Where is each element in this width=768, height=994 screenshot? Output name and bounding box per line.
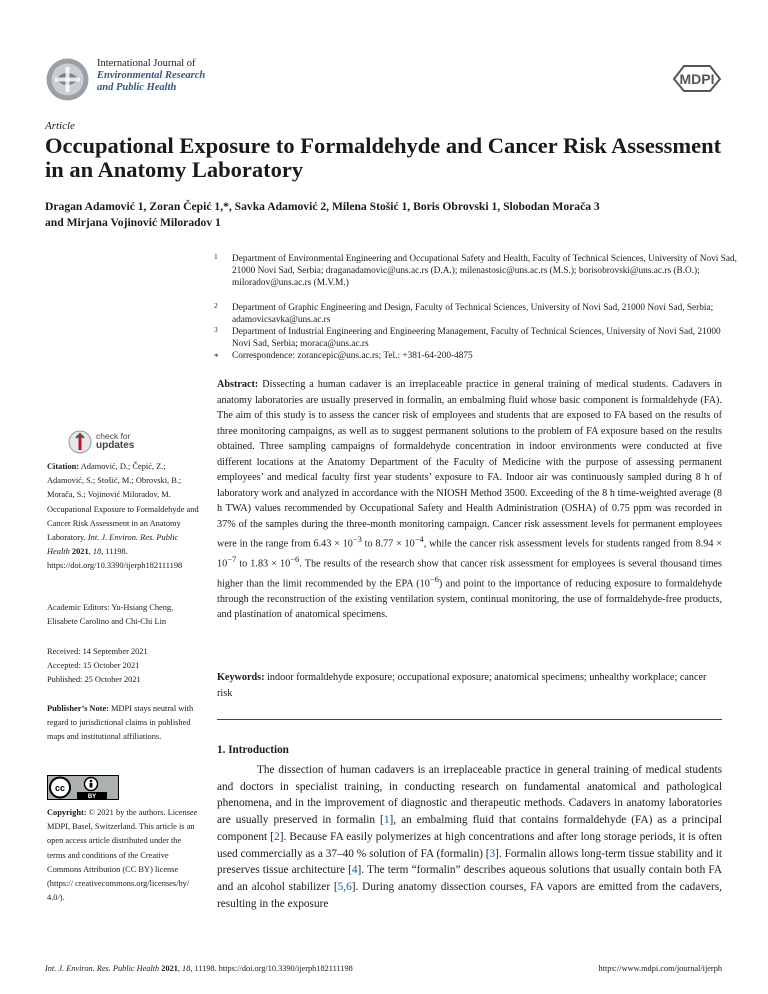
footer-volume: 18 xyxy=(182,964,191,973)
check-updates-label xyxy=(96,431,134,451)
journal-logo-icon xyxy=(45,57,90,102)
affiliation-2 xyxy=(214,301,737,326)
author-line-1 xyxy=(45,199,735,215)
authors-text-1: Dragan Adamović 1, Zoran Čepić 1,*, Savka Adamović 2, Milena Stošić 1, Boris Obrovski 1, Slobodan Morača 3 xyxy=(45,200,600,213)
accepted-date: Accepted: 15 October 2021 xyxy=(47,661,140,671)
cc-by-license-icon[interactable] xyxy=(47,775,119,800)
authors-text-2: and Mirjana Vojinović Miloradov 1 xyxy=(45,216,221,229)
citation-doi-link[interactable]: , 11198. https://doi.org/10.3390/ijerph182111198 xyxy=(47,547,183,571)
mdpi-logo-text: MDPI xyxy=(679,71,715,87)
correspondence xyxy=(214,350,737,362)
copyright xyxy=(47,806,199,905)
citation-journal: Int. J. Environ. Res. Public Health xyxy=(47,533,179,557)
abstract-text-2: to 8.77 × 10 xyxy=(361,538,415,550)
citation-text: Adamović, D.; Čepić, Z.; Adamović, S.; Stošić, M.; Obrovski, B.; Morača, S.; Vojinović Miloradov, M. Occupational Exposure to Formaldehyde and Cancer Risk Assessment in an Anatomy Laboratory. xyxy=(47,462,199,543)
page-title: Occupational Exposure to Formaldehyde and Cancer Risk Assessment in an Anatomy Laboratory xyxy=(45,133,722,182)
keywords-text: indoor formaldehyde exposure; occupational exposure; anatomical specimens; unhealthy workplace; cancer risk xyxy=(217,672,707,699)
copyright-text: © 2021 by the authors. Licensee MDPI, Basel, Switzerland. This article is an open access article distributed under the terms and conditions of the Creative Commons Attribution (CC BY) license (https:// creativecommons.org/licenses/by/ 4.0/). xyxy=(47,808,198,903)
author-line-2 xyxy=(45,215,735,231)
check-for-updates-button[interactable] xyxy=(68,428,148,462)
footer-citation: Int. J. Environ. Res. Public Health 2021, 18, 11198. https://doi.org/10.3390/ijerph182111198 xyxy=(45,964,353,973)
journal-name-line3: and Public Health xyxy=(97,82,177,93)
intro-text: ], an embalming fluid that contains formaldehyde (FA) as a principal component [ xyxy=(217,814,722,843)
citation-link[interactable]: 1 xyxy=(383,814,390,827)
footer-doi-link[interactable]: , 11198. https://doi.org/10.3390/ijerph182111198 xyxy=(190,964,353,973)
introduction-paragraph xyxy=(217,762,722,912)
keywords-label: Keywords: xyxy=(217,672,265,683)
intro-text: ]. During anatomy dissection courses, FA vapors are emitted from the cadavers, resulting in the exposure xyxy=(217,880,722,910)
svg-text:cc: cc xyxy=(54,783,66,793)
abstract-text-1: Dissecting a human cadaver is an irreplaceable practice in general training of medical students. Cadavers in anatomy laboratories are usually preserved in formalin, an embalming fluid whose basic component is formaldehyde (FA). The aim of this study is to assess the cancer risk of employees and students that are exposed to FA based on the results of three monitoring campaigns, as well as to suggest permanent solutions to the problem of FA exposure based on the results obtained. Three sampling campaigns of formaldehyde concentration in indoor environments were conducted at five different locations at the Anatomy Department of the Faculty of Medicine with the purpose of assessing permanent employees’ and medical faculty first year students’ exposure to FA. Indoor air was continuously sampled during 8 h of laboratory work and analyzed in accordance with the NIOSH Method 3500. Exceeding of the 8 h time-weighted average (8 h TWA) values recommended by Occupational Safety and Health Administration (OSHA) of 0.75 ppm was recorded in 37% of the samples during the three-month monitoring campaign. Cancer risk assessment levels for permanent employees were in the range from 6.43 × 10 xyxy=(217,379,723,550)
intro-text: The dissection of human cadavers is an irreplaceable practice in general training of medical students and doctors in specialist training, in conducting research on fundamental anatomical and pathological phenomena, and in the improvement of diagnostic and therapeutic methods. Cadavers in anatomy laboratories are usually preserved in formalin [ xyxy=(217,764,722,827)
intro-text: ]. Formalin allows long-term tissue stability and it preserves tissue architecture [ xyxy=(217,847,722,877)
correspondence-text: Correspondence: zorancepic@uns.ac.rs; Tel.: +381-64-200-4875 xyxy=(232,351,473,361)
journal-name-line2: Environmental Research xyxy=(97,70,206,81)
affiliation-text: Department of Graphic Engineering and Design, Faculty of Technical Sciences, University of Novi Sad, 21000 Novi Sad, Serbia; adamovicsavka@uns.ac.rs xyxy=(232,303,714,326)
affiliation-text: Department of Industrial Engineering and Engineering Management, Faculty of Technical Sciences, University of Novi Sad, 21000 Novi Sad, Serbia; moraca@uns.ac.rs xyxy=(232,327,721,350)
affiliation-mark: 2 xyxy=(214,301,218,310)
footer-journal-url[interactable]: https://www.mdpi.com/journal/ijerph xyxy=(598,964,722,973)
affiliation-3 xyxy=(214,325,737,350)
mdpi-logo-icon xyxy=(672,63,722,93)
intro-text: ]. The term “formalin” describes aqueous solutions that usually contain both FA and an alcohol stabilizer [ xyxy=(217,864,722,893)
affiliation-1 xyxy=(214,252,737,290)
abstract xyxy=(217,377,722,623)
dates xyxy=(47,645,199,688)
abstract-text-6: ) and point to the importance of reducing exposure to formaldehyde through the reconstruction of the existing ventilation system, continual monitoring, the use of formaldehyde-free products, and plastination of anatomical specimens. xyxy=(217,578,722,621)
citation-link[interactable]: 4 xyxy=(351,864,358,877)
publisher-note-text: MDPI stays neutral with regard to jurisdictional claims in published maps and institutional affiliations. xyxy=(47,704,194,742)
citation-label: Citation: xyxy=(47,462,80,471)
section-heading: 1. Introduction xyxy=(217,744,289,756)
abstract-text-5: . The results of the research show that cancer risk assessment for employees is several thousand times higher than the limit recommended by the EPA (10 xyxy=(217,558,723,590)
check-updates-icon xyxy=(68,430,92,454)
journal-name-line1: International Journal of xyxy=(97,58,196,69)
section-divider xyxy=(217,719,722,720)
citation: Citation: Adamović, D.; Čepić, Z.; Adamović, S.; Stošić, M.; Obrovski, B.; Morača, S.; Vojinović Miloradov, M. Occupational Exposure to Formaldehyde and Cancer Risk Assessment in an Anatomy Laboratory. Int. J. Environ. Res. Public Health 2021, 18, 11198. https://doi.org/10.3390/ijerph182111198 xyxy=(47,462,199,571)
citation-link[interactable]: 3 xyxy=(489,847,496,860)
received-date: Received: 14 September 2021 xyxy=(47,647,148,656)
abstract-text-4: to 1.83 × 10 xyxy=(236,558,291,570)
citation-volume: 18 xyxy=(92,547,102,557)
citation-link[interactable]: 5,6 xyxy=(337,880,352,893)
intro-text: ]. Because FA easily polymerizes at high concentrations and after long storage periods, it is often used commercially as a 37–40 % solution of FA (formalin) [ xyxy=(217,830,722,860)
affiliation-text: Department of Environmental Engineering and Occupational Safety and Health, Faculty of Technical Sciences, University of Novi Sad, 21000 Novi Sad, Serbia; draganadamovic@uns.ac.rs (D.A.); milenastosic@uns.ac.rs (M.S.); borisobrovski@uns.ac.rs (B.O.); miloradov@uns.ac.rs (M.V.M.) xyxy=(232,254,737,289)
academic-editors: Academic Editors: Yu-Hsiang Cheng, Elisabete Carolino and Chi-Chi Lin xyxy=(47,603,174,627)
check-updates-line1: check for xyxy=(96,431,131,441)
copyright-label: Copyright: xyxy=(47,808,87,817)
exponent: −3 xyxy=(352,534,362,544)
abstract-label: Abstract: xyxy=(217,379,259,390)
exponent: −4 xyxy=(414,534,424,544)
affiliation-mark: 1 xyxy=(214,252,218,261)
article-type: Article xyxy=(45,120,75,132)
publisher-note xyxy=(47,702,199,745)
author-list xyxy=(45,199,735,231)
citation-year: 2021 xyxy=(71,547,89,557)
abstract-text-3: , while the cancer risk assessment levels for students ranged from 8.94 × 10 xyxy=(217,538,722,570)
journal-name xyxy=(97,58,205,94)
exponent: −7 xyxy=(227,553,237,564)
footer-journal: Int. J. Environ. Res. Public Health xyxy=(45,964,160,973)
footer-year: 2021 xyxy=(161,964,178,973)
check-updates-line2: updates xyxy=(96,440,135,451)
published-date: Published: 25 October 2021 xyxy=(47,675,141,685)
keywords xyxy=(217,670,722,701)
affiliation-mark: 3 xyxy=(214,325,218,334)
exponent: −6 xyxy=(290,553,300,564)
cc-by-label: BY xyxy=(87,794,97,800)
exponent: −6 xyxy=(429,573,439,584)
correspondence-mark: * xyxy=(214,352,219,362)
publisher-note-label: Publisher’s Note: xyxy=(47,704,109,713)
citation-link[interactable]: 2 xyxy=(274,830,280,843)
